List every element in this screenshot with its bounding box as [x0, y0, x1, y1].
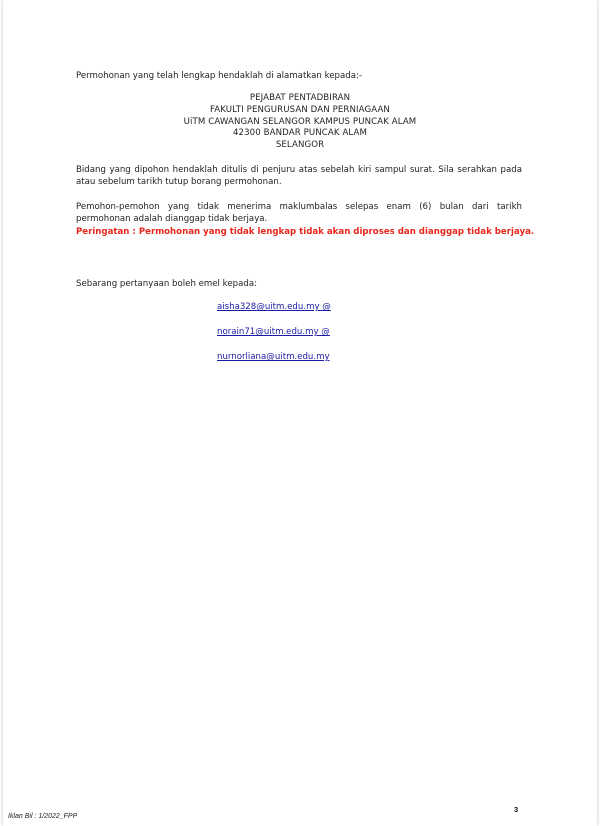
address-line-office: PEJABAT PENTADBIRAN	[249, 93, 351, 103]
envelope-instructions: Bidang yang dipohon hendaklah ditulis di penjuru atas sebelah kiri sampul surat. Sila serahkan pada atau sebelum tarikh tutup borang permohonan.	[76, 165, 522, 188]
no-response-notice: Pemohon-pemohon yang tidak menerima maklumbalas selepas enam (6) bulan dari tarikh permohonan adalah dianggap tidak berjaya.	[76, 202, 522, 225]
intro-text: Permohonan yang telah lengkap hendaklah di alamatkan kepada:-	[76, 71, 362, 81]
address-line-campus: UiTM CAWANGAN SELANGOR KAMPUS PUNCAK ALAM	[183, 116, 417, 127]
mailing-address	[0, 93, 600, 152]
address-line-postcode: 42300 BANDAR PUNCAK ALAM	[232, 128, 368, 139]
warning-notice: Peringatan : Permohonan yang tidak lengkap tidak akan diproses dan dianggap tidak berjaya.	[76, 227, 535, 237]
page-number: 3	[514, 805, 519, 814]
address-line-state: SELANGOR	[275, 140, 325, 151]
email-link-aisha[interactable]: aisha328@uitm.edu.my @	[217, 302, 331, 312]
email-link-norain[interactable]: norain71@uitm.edu.my @	[217, 327, 330, 337]
footer-reference: Iklan Bil : 1/2022_FPP	[8, 813, 78, 820]
address-line-faculty: FAKULTI PENGURUSAN DAN PERNIAGAAN	[210, 104, 390, 115]
contact-intro: Sebarang pertanyaan boleh emel kepada:	[76, 279, 257, 289]
email-link-nurnorliana[interactable]: nurnorliana@uitm.edu.my	[217, 352, 330, 362]
